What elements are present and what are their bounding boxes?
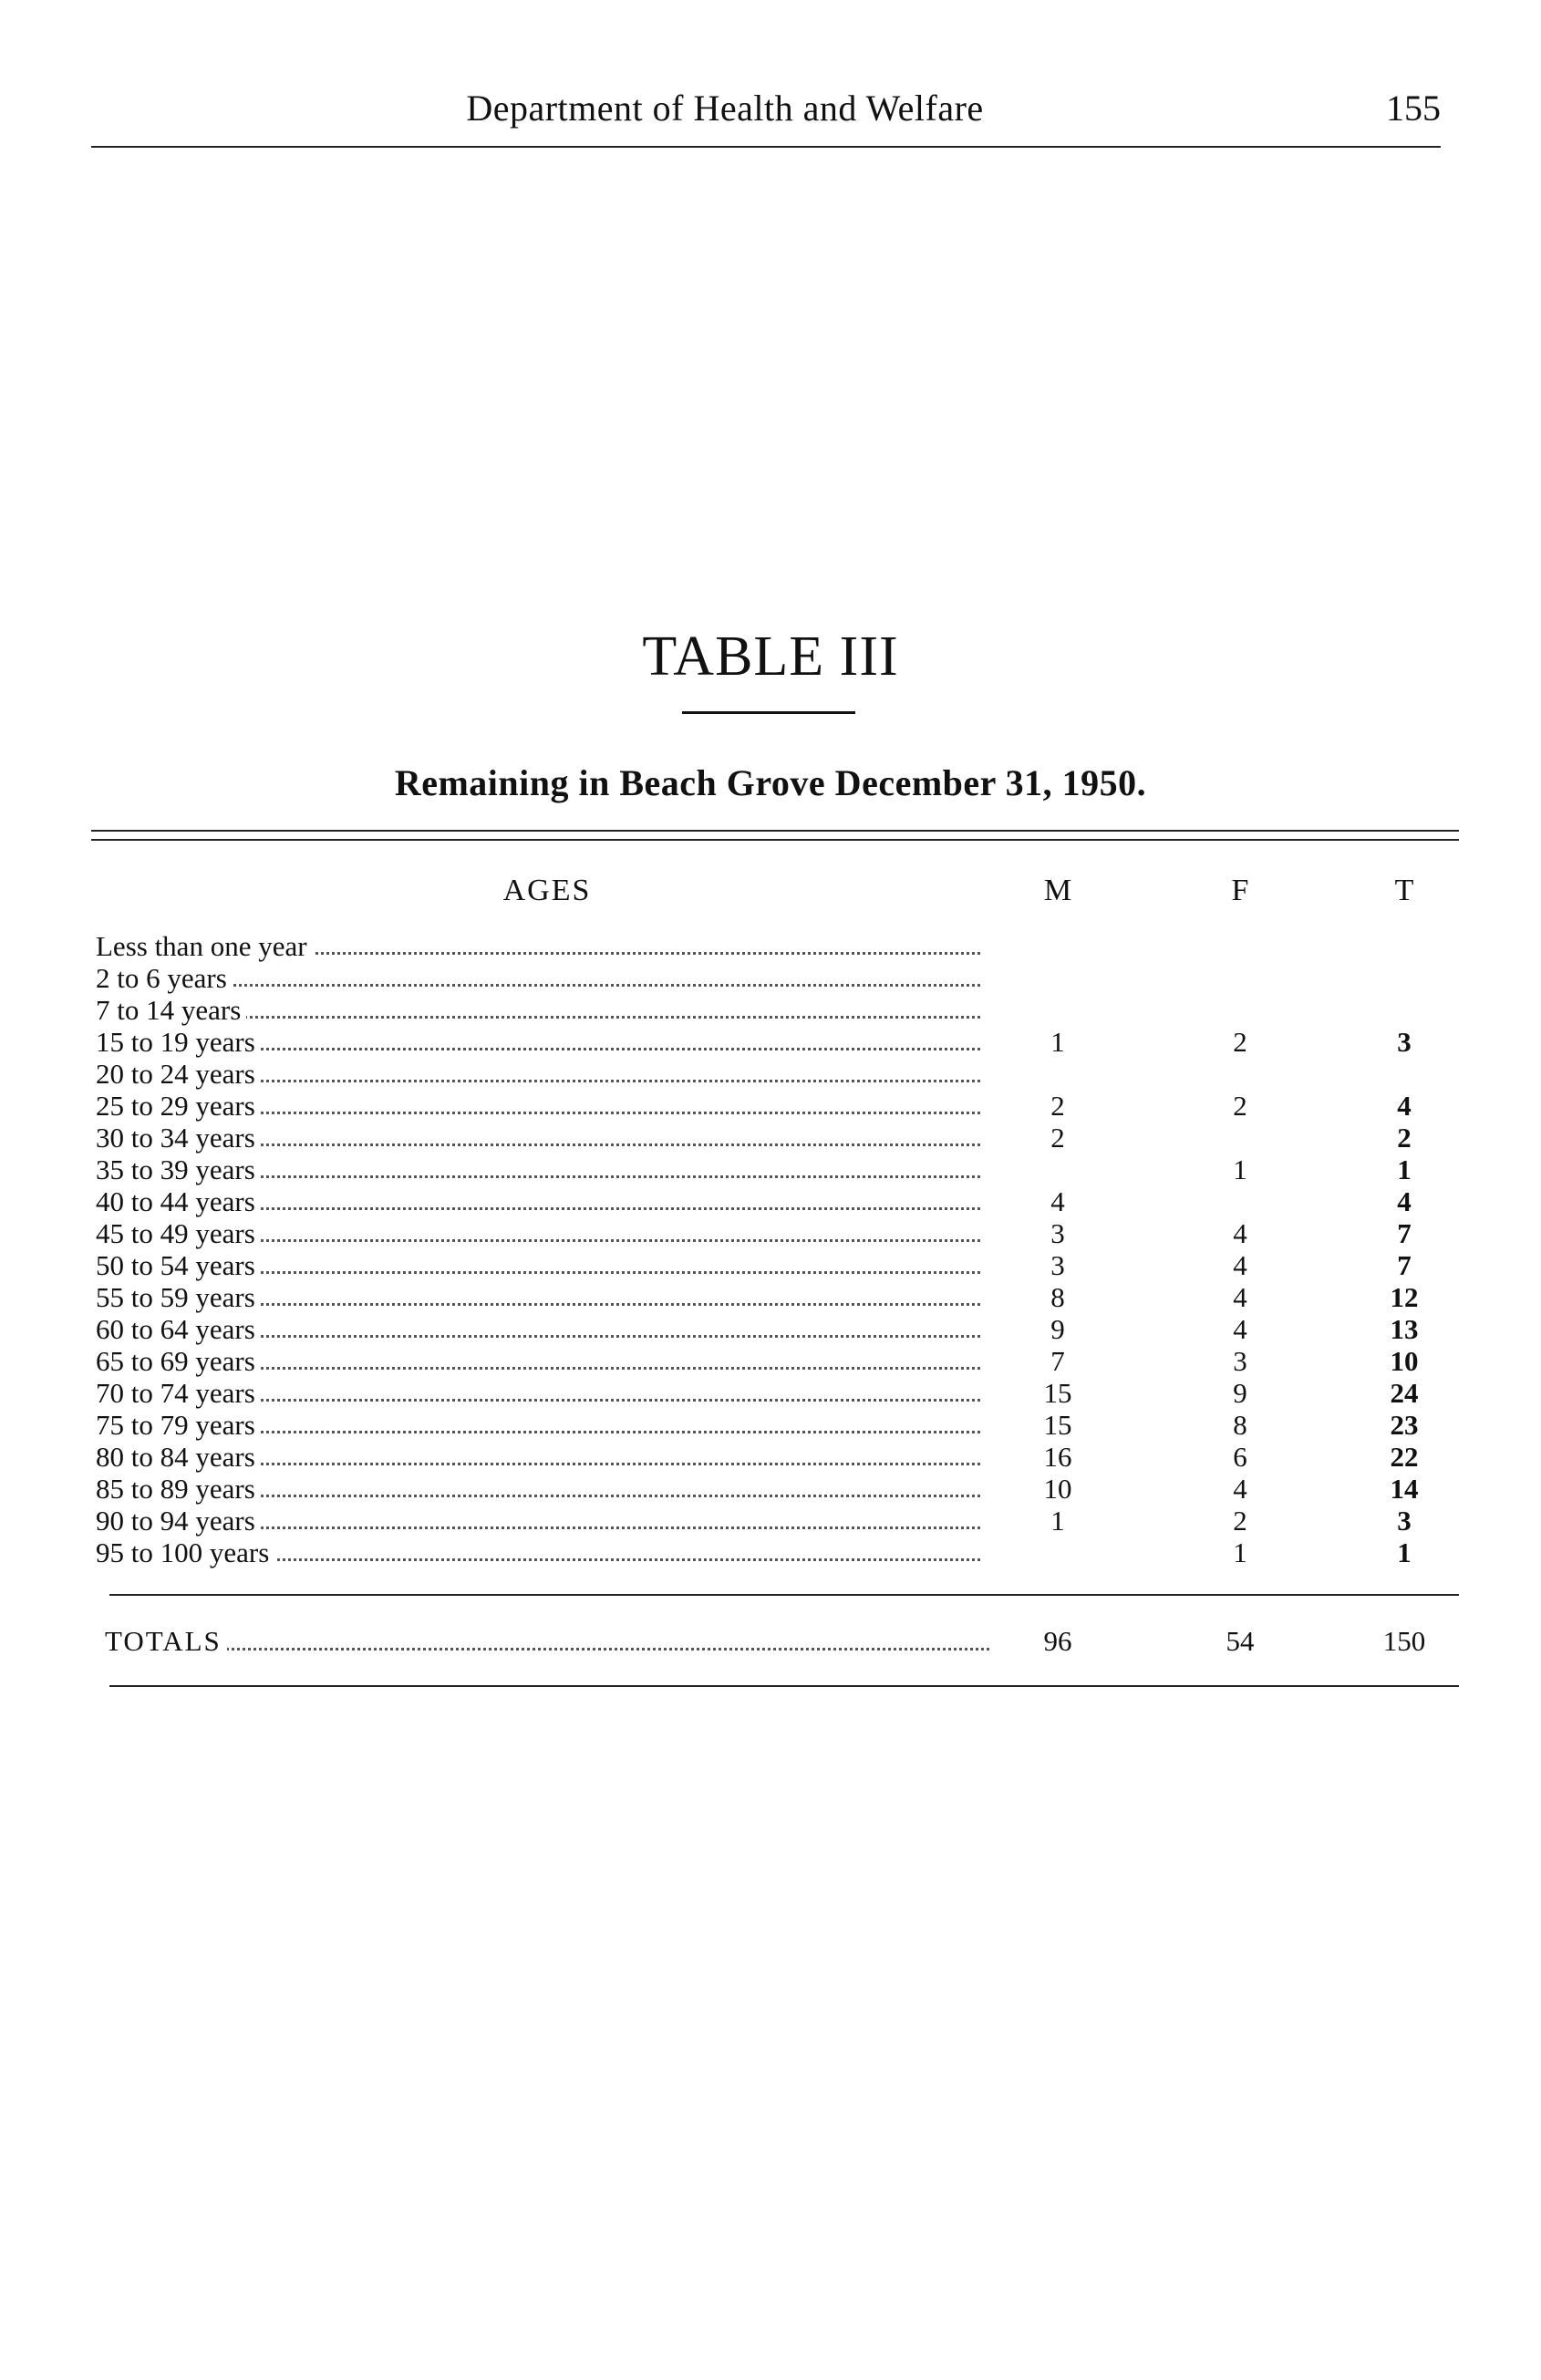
column-header-f: F	[1231, 874, 1249, 907]
table-top-rule-second	[91, 839, 1459, 841]
table-row	[96, 1505, 1459, 1537]
age-range-label: 30 to 34 years	[96, 1122, 261, 1154]
age-range-label: 70 to 74 years	[96, 1377, 261, 1409]
column-header-t: T	[1394, 874, 1414, 907]
total-count: 3	[1397, 1505, 1412, 1537]
totals-rule	[109, 1594, 1459, 1596]
male-count: 1	[1050, 1026, 1065, 1058]
female-count: 3	[1233, 1345, 1247, 1377]
male-count: 8	[1050, 1281, 1065, 1313]
female-count: 2	[1233, 1026, 1247, 1058]
title-rule	[682, 711, 855, 714]
age-range-label: 20 to 24 years	[96, 1058, 261, 1090]
table-row	[96, 962, 1459, 994]
male-count: 15	[1043, 1409, 1072, 1441]
age-range-label: 80 to 84 years	[96, 1441, 261, 1473]
total-count: 13	[1390, 1313, 1419, 1345]
table-row	[96, 1058, 1459, 1090]
table-row	[96, 1281, 1459, 1313]
age-range-label: 85 to 89 years	[96, 1473, 261, 1505]
table-row	[96, 1185, 1459, 1217]
total-count: 1	[1397, 1537, 1412, 1568]
total-count: 12	[1390, 1281, 1419, 1313]
running-header	[91, 87, 1441, 141]
table-row	[96, 994, 1459, 1026]
dot-leader	[105, 1648, 989, 1650]
table-row	[96, 1090, 1459, 1122]
female-count: 1	[1233, 1154, 1247, 1185]
age-range-label: 25 to 29 years	[96, 1090, 261, 1122]
age-range-label: 95 to 100 years	[96, 1537, 274, 1568]
totals-t: 150	[1382, 1625, 1426, 1657]
table-title: TABLE III	[642, 626, 899, 688]
age-range-label: 40 to 44 years	[96, 1185, 261, 1217]
table-row	[96, 1441, 1459, 1473]
table-bottom-rule	[109, 1685, 1459, 1687]
male-count: 3	[1050, 1249, 1065, 1281]
totals-m: 96	[1043, 1625, 1072, 1657]
age-range-label: 7 to 14 years	[96, 994, 246, 1026]
totals-f: 54	[1226, 1625, 1255, 1657]
header-rule	[91, 146, 1441, 148]
female-count: 1	[1233, 1537, 1247, 1568]
male-count: 16	[1043, 1441, 1072, 1473]
female-count: 2	[1233, 1090, 1247, 1122]
total-count: 1	[1397, 1154, 1412, 1185]
table-row	[96, 1409, 1459, 1441]
male-count: 1	[1050, 1505, 1065, 1537]
total-count: 23	[1390, 1409, 1419, 1441]
table-row	[96, 1537, 1459, 1568]
male-count: 2	[1050, 1122, 1065, 1154]
age-range-label: 15 to 19 years	[96, 1026, 261, 1058]
column-header-m: M	[1043, 874, 1072, 907]
age-range-label: 2 to 6 years	[96, 962, 233, 994]
male-count: 7	[1050, 1345, 1065, 1377]
total-count: 14	[1390, 1473, 1419, 1505]
male-count: 15	[1043, 1377, 1072, 1409]
female-count: 4	[1233, 1217, 1247, 1249]
age-range-label: 35 to 39 years	[96, 1154, 261, 1185]
table-subtitle: Remaining in Beach Grove December 31, 1950.	[394, 762, 1147, 803]
table-row	[96, 930, 1459, 962]
total-count: 7	[1397, 1249, 1412, 1281]
male-count: 4	[1050, 1185, 1065, 1217]
table-body	[96, 930, 1459, 1568]
female-count: 2	[1233, 1505, 1247, 1537]
age-range-label: 60 to 64 years	[96, 1313, 261, 1345]
table-row	[96, 1473, 1459, 1505]
age-range-label: 50 to 54 years	[96, 1249, 261, 1281]
male-count: 2	[1050, 1090, 1065, 1122]
page-number: 155	[1386, 88, 1441, 129]
total-count: 3	[1397, 1026, 1412, 1058]
totals-label: TOTALS	[105, 1625, 227, 1657]
male-count: 3	[1050, 1217, 1065, 1249]
age-range-label: 90 to 94 years	[96, 1505, 261, 1537]
age-range-label: 45 to 49 years	[96, 1217, 261, 1249]
table-row	[96, 1122, 1459, 1154]
female-count: 4	[1233, 1313, 1247, 1345]
age-range-label: 65 to 69 years	[96, 1345, 261, 1377]
table-row	[96, 1249, 1459, 1281]
age-range-label: 55 to 59 years	[96, 1281, 261, 1313]
female-count: 4	[1233, 1249, 1247, 1281]
total-count: 4	[1397, 1185, 1412, 1217]
total-count: 4	[1397, 1090, 1412, 1122]
female-count: 4	[1233, 1473, 1247, 1505]
totals-row	[105, 1623, 1459, 1660]
male-count: 9	[1050, 1313, 1065, 1345]
header-title: Department of Health and Welfare	[466, 88, 984, 129]
table-row	[96, 1217, 1459, 1249]
total-count: 24	[1390, 1377, 1419, 1409]
total-count: 7	[1397, 1217, 1412, 1249]
female-count: 4	[1233, 1281, 1247, 1313]
total-count: 2	[1397, 1122, 1412, 1154]
table-row	[96, 1026, 1459, 1058]
female-count: 9	[1233, 1377, 1247, 1409]
table-row	[96, 1345, 1459, 1377]
female-count: 6	[1233, 1441, 1247, 1473]
table-row	[96, 1154, 1459, 1185]
total-count: 22	[1390, 1441, 1419, 1473]
age-range-label: 75 to 79 years	[96, 1409, 261, 1441]
table-row	[96, 1377, 1459, 1409]
table-top-rule	[91, 830, 1459, 832]
female-count: 8	[1233, 1409, 1247, 1441]
male-count: 10	[1043, 1473, 1072, 1505]
age-range-label: Less than one year	[96, 930, 313, 962]
column-header-ages: AGES	[502, 874, 592, 907]
total-count: 10	[1390, 1345, 1419, 1377]
table-row	[96, 1313, 1459, 1345]
